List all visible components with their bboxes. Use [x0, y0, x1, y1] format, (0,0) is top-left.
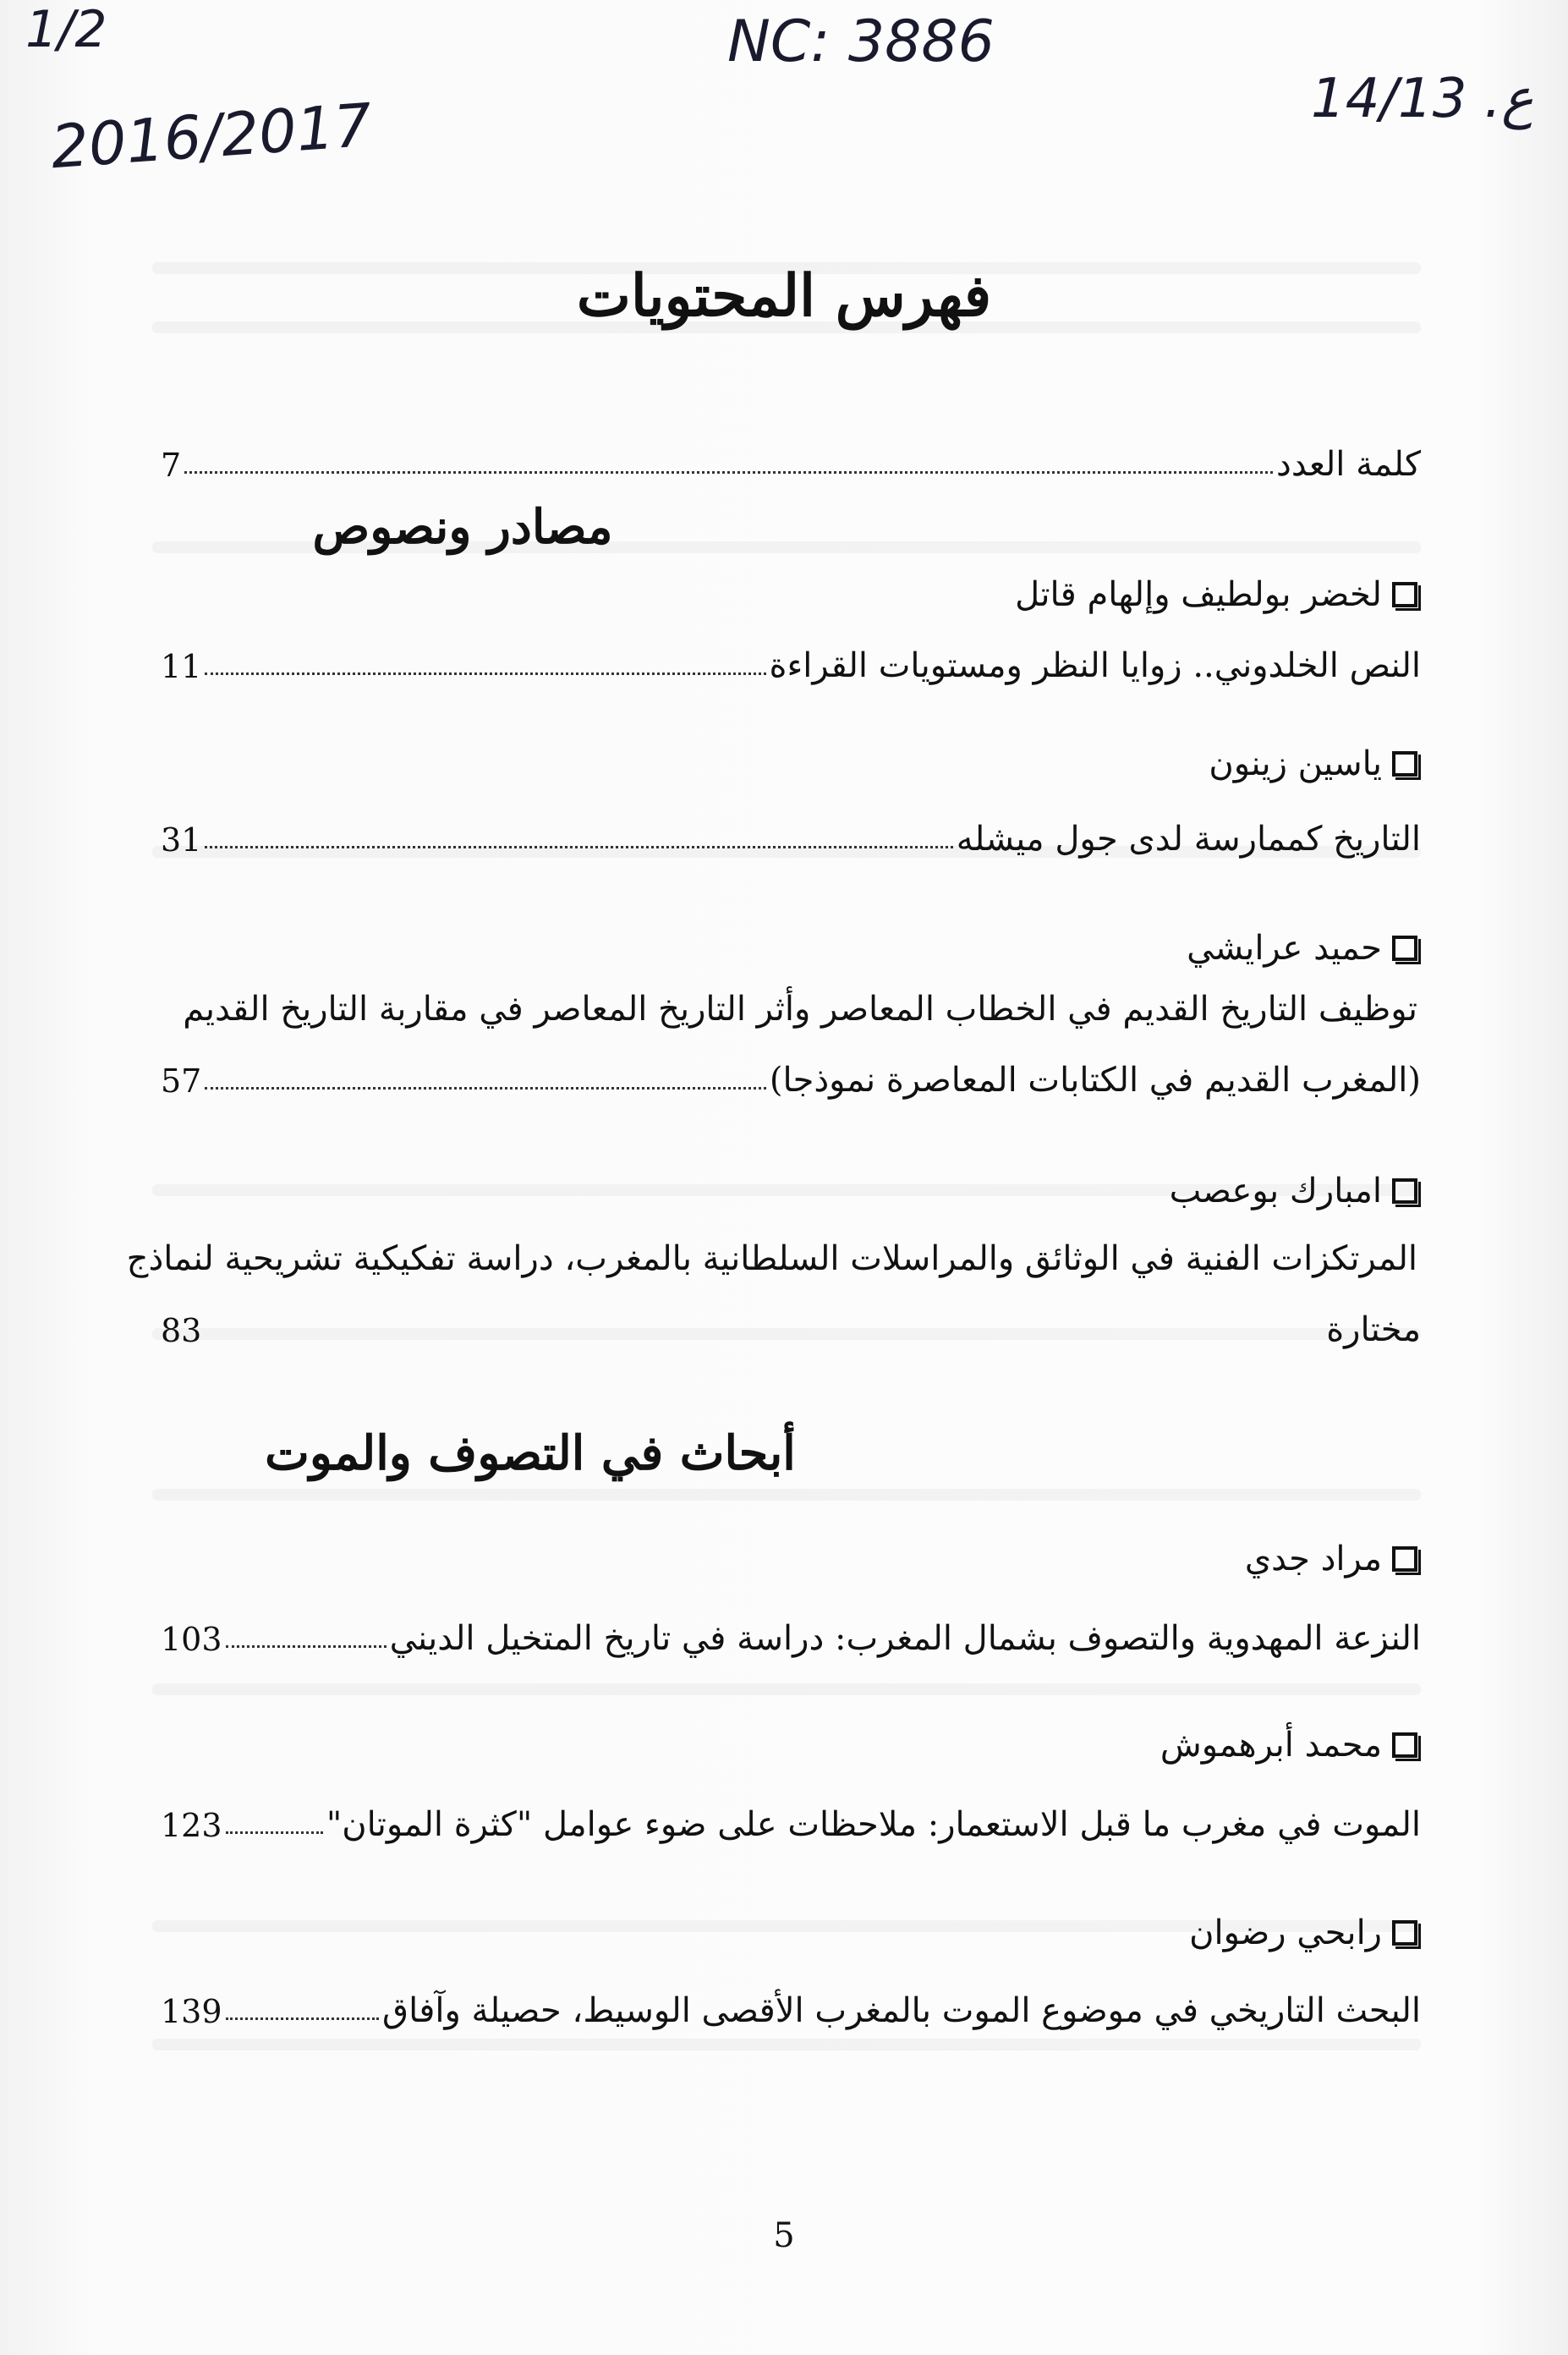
toc-row: [161, 1049, 1421, 1100]
checkbox-square-icon: [1392, 751, 1417, 777]
bleed-through: [152, 1683, 1421, 1695]
section-heading: أبحاث في التصوف والموت: [265, 1425, 796, 1481]
handwritten-year: 2016/2017: [48, 90, 375, 183]
bleed-through: [152, 2039, 1421, 2050]
toc-entry-title: (المغرب القديم في الكتابات المعاصرة نموذجا): [769, 1061, 1421, 1100]
toc-author: [1189, 1913, 1417, 1952]
toc-entry-title: توظيف التاريخ القديم في الخطاب المعاصر وأثر التاريخ المعاصر في مقاربة التاريخ القديم: [183, 990, 1417, 1029]
toc-row: [161, 634, 1421, 685]
toc-row: [161, 808, 1421, 859]
toc-author: [1245, 1540, 1417, 1578]
toc-page-number: 31: [161, 821, 202, 859]
author-name: لخضر بولطيف وإلهام قاتل: [1015, 575, 1382, 614]
toc-author: [1015, 575, 1417, 614]
author-name: ياسين زينون: [1209, 744, 1382, 783]
leader-dots: [205, 672, 765, 675]
toc-page-number: 83: [161, 1312, 202, 1349]
leader-dots: [205, 845, 952, 848]
toc-entry-title: الموت في مغرب ما قبل الاستعمار: ملاحظات على ضوء عوامل "كثرة الموتان": [326, 1805, 1421, 1844]
author-name: مراد جدي: [1244, 1540, 1382, 1578]
toc-page-number: 139: [161, 1993, 222, 2030]
toc-entry-title: النزعة المهدوية والتصوف بشمال المغرب: دراسة في تاريخ المتخيل الديني: [389, 1619, 1421, 1658]
toc-entry-title: مختارة: [1326, 1310, 1421, 1349]
checkbox-square-icon: [1392, 1546, 1417, 1572]
toc-entry-title: المرتكزات الفنية في الوثائق والمراسلات السلطانية بالمغرب، دراسة تفكيكية تشريحية لنماذج: [126, 1239, 1417, 1278]
toc-entry-title: البحث التاريخي في موضوع الموت بالمغرب الأقصى الوسيط، حصيلة وآفاق: [382, 1991, 1421, 2030]
toc-row: [161, 1793, 1421, 1844]
leader-dots: [226, 1831, 323, 1834]
leader-dots: [205, 1336, 1323, 1339]
toc-page-number: 11: [161, 648, 202, 685]
handwritten-folio: 1/2: [25, 0, 107, 59]
toc-row-intro: [161, 433, 1421, 484]
handwritten-date: 14/13 .ع: [1311, 68, 1534, 130]
checkbox-square-icon: [1392, 1920, 1417, 1946]
toc-row: [161, 1979, 1421, 2030]
author-name: امبارك بوعصب: [1169, 1172, 1382, 1210]
toc-page-number: 7: [161, 447, 182, 484]
toc-entry-title: كلمة العدد: [1276, 445, 1421, 484]
toc-author: [1187, 929, 1417, 968]
author-name: حميد عرايشي: [1187, 929, 1382, 968]
checkbox-square-icon: [1392, 582, 1417, 607]
page-number: 5: [773, 2216, 795, 2255]
handwritten-call-number: NC: 3886: [727, 8, 995, 75]
toc-entry-title: النص الخلدوني.. زوايا النظر ومستويات القراءة: [769, 646, 1421, 685]
toc-page-number: 103: [161, 1621, 222, 1658]
author-name: رابحي رضوان: [1189, 1913, 1382, 1952]
checkbox-square-icon: [1392, 1732, 1417, 1758]
toc-author: [1160, 1726, 1417, 1765]
toc-author: [1209, 744, 1417, 783]
page-title: فهرس المحتويات: [576, 262, 992, 330]
checkbox-square-icon: [1392, 1178, 1417, 1204]
toc-row: [161, 1298, 1421, 1349]
leader-dots: [205, 1086, 765, 1090]
leader-dots: [226, 1644, 387, 1648]
toc-entry-title: التاريخ كممارسة لدى جول ميشله: [956, 820, 1421, 859]
section-heading: مصادر ونصوص: [312, 499, 613, 555]
toc-row: [161, 1607, 1421, 1658]
toc-page-number: 57: [161, 1062, 202, 1100]
toc-author: [1170, 1172, 1417, 1210]
toc-page-number: 123: [161, 1807, 222, 1844]
bleed-through: [152, 1489, 1421, 1501]
leader-dots: [226, 2017, 380, 2020]
author-name: محمد أبرهموش: [1160, 1726, 1382, 1765]
leader-dots: [184, 470, 1273, 474]
checkbox-square-icon: [1392, 936, 1417, 961]
